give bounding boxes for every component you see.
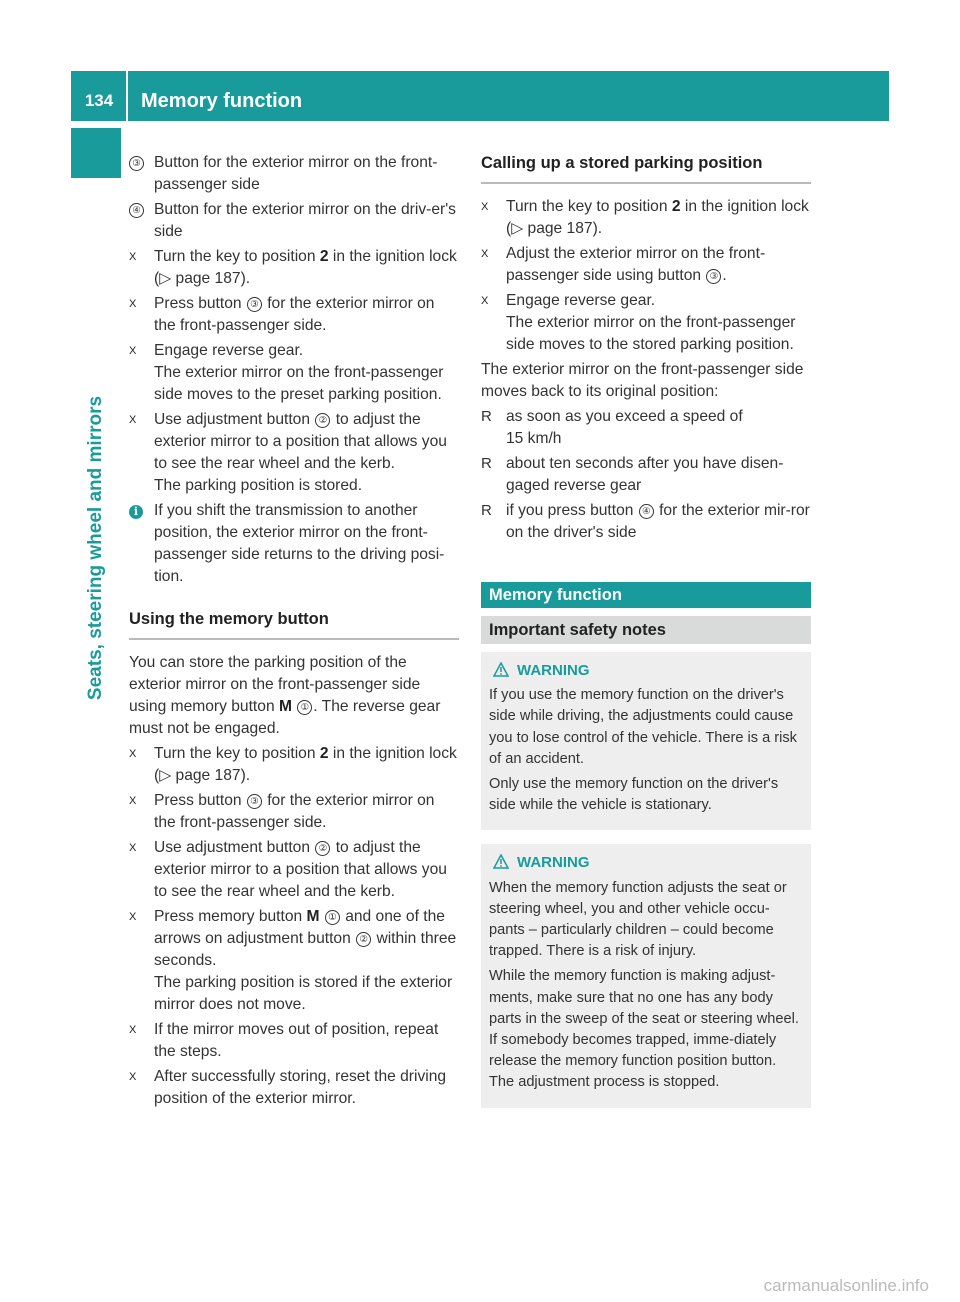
subsection-title-bar: Important safety notes: [481, 616, 811, 644]
callout-4-icon: ④: [129, 203, 144, 218]
step-arrow-icon: X: [129, 911, 137, 923]
legend-item-4: ④ Button for the exterior mirror on the driv-er's side: [129, 199, 459, 243]
bullet-item: R if you press button ④ for the exterior mir-ror on the driver's side: [481, 502, 810, 541]
warning-box: WARNING If you use the memory function on the driver's side while driving, the adjustments could cause you to lose control of the vehicle. There is a risk of an accident. Only use the memory function on the driver's side while the vehicle is stationary.: [481, 652, 811, 830]
warning-box: WARNING When the memory function adjusts the seat or steering wheel, you and other vehicle occu-pants – particularly children – could become trapped. There is a risk of injury. While the memory function is making adjust-ments, make sure that no one has any body parts in the sweep of the seat or steering wheel. If somebody becomes trapped, imme-diately release the memory function position button. The adjustment process is stopped.: [481, 844, 811, 1107]
step-arrow-icon: X: [129, 251, 137, 263]
step-arrow-icon: X: [129, 414, 137, 426]
info-note: i If you shift the transmission to another position, the exterior mirror on the front-passenger side returns to the driving posi-tion.: [129, 500, 459, 588]
page-ref-icon: ▷: [511, 220, 524, 237]
step-item: X If the mirror moves out of position, repeat the steps.: [129, 1021, 439, 1060]
section-title-bar: Memory function: [481, 582, 811, 608]
step-arrow-icon: X: [129, 842, 137, 854]
sidebar-tab-marker: [71, 128, 121, 178]
step-item: X Turn the key to position 2 in the ignition lock (▷ page 187).: [129, 248, 457, 287]
step-arrow-icon: X: [481, 295, 489, 307]
step-item: X Engage reverse gear. The exterior mirror on the front-passenger side moves to the stored parking position.: [481, 292, 796, 353]
step-arrow-icon: X: [129, 795, 137, 807]
page-ref-link[interactable]: page 187).: [171, 270, 251, 287]
step-item: X Press memory button M ① and one of the arrows on adjustment button ② within three seconds. The parking position is stored if the exterior mirror does not move.: [129, 908, 457, 1013]
warning-triangle-icon: [493, 662, 509, 677]
step-item: X Use adjustment button ② to adjust the exterior mirror to a position that allows you to see the rear wheel and the kerb. The parking position is stored.: [129, 411, 447, 494]
callout-2-icon: ②: [315, 841, 330, 856]
page-ref-link[interactable]: page 187).: [523, 220, 603, 237]
step-item: X Engage reverse gear. The exterior mirror on the front-passenger side moves to the preset parking position.: [129, 342, 444, 403]
left-column: [129, 152, 459, 1113]
legend-item-3: ③ Button for the exterior mirror on the front-passenger side: [129, 152, 459, 196]
step-item: X Turn the key to position 2 in the ignition lock (▷ page 187).: [481, 198, 809, 237]
callout-2-icon: ②: [356, 932, 371, 947]
watermark-text: carmanualsonline.info: [763, 1276, 929, 1295]
step-arrow-icon: X: [129, 1071, 137, 1083]
callout-3-icon: ③: [247, 297, 262, 312]
warning-triangle-icon: [493, 854, 509, 869]
callout-1-icon: ①: [297, 700, 312, 715]
step-item: X Press button ③ for the exterior mirror on the front-passenger side.: [129, 792, 435, 831]
page-title: Memory function: [141, 90, 303, 112]
warning-title: WARNING: [489, 660, 803, 681]
bullet-item: R as soon as you exceed a speed of 15 km/h: [481, 408, 743, 447]
step-arrow-icon: X: [481, 248, 489, 260]
bullet-icon: R: [481, 502, 492, 519]
step-arrow-icon: X: [129, 748, 137, 760]
page-number: 134: [84, 91, 114, 110]
step-arrow-icon: X: [129, 1024, 137, 1036]
body-paragraph: The exterior mirror on the front-passenger side moves back to its original position:: [481, 361, 804, 400]
callout-2-icon: ②: [315, 413, 330, 428]
step-arrow-icon: X: [129, 298, 137, 310]
page-ref-icon: ▷: [159, 767, 172, 784]
bullet-item: R about ten seconds after you have disen-gaged reverse gear: [481, 455, 784, 494]
info-icon: i: [129, 505, 143, 519]
page-ref-link[interactable]: page 187).: [171, 767, 251, 784]
callout-3-icon: ③: [247, 794, 262, 809]
section-heading: Using the memory button: [129, 608, 459, 640]
page-ref-icon: ▷: [159, 270, 172, 287]
bullet-icon: R: [481, 455, 492, 472]
callout-3-icon: ③: [129, 156, 144, 171]
step-item: X Use adjustment button ② to adjust the exterior mirror to a position that allows you to see the rear wheel and the kerb.: [129, 839, 447, 900]
intro-paragraph: You can store the parking position of the exterior mirror on the front-passenger side using memory button M ① . The reverse gear must not be engaged.: [129, 654, 441, 737]
header-divider: [126, 71, 128, 121]
step-item: X After successfully storing, reset the driving position of the exterior mirror.: [129, 1068, 447, 1107]
step-item: X Press button ③ for the exterior mirror on the front-passenger side.: [129, 295, 435, 334]
step-item: X Adjust the exterior mirror on the front-passenger side using button ③ .: [481, 245, 766, 284]
callout-1-icon: ①: [325, 910, 340, 925]
warning-title: WARNING: [489, 852, 803, 873]
step-arrow-icon: X: [481, 201, 489, 213]
callout-3-icon: ③: [706, 269, 721, 284]
right-column: [481, 152, 811, 1108]
bullet-icon: R: [481, 408, 492, 425]
callout-4-icon: ④: [639, 504, 654, 519]
step-item: X Turn the key to position 2 in the ignition lock (▷ page 187).: [129, 745, 457, 784]
step-arrow-icon: X: [129, 345, 137, 357]
chapter-label: Seats, steering wheel and mirrors: [85, 395, 106, 701]
section-heading: Calling up a stored parking position: [481, 152, 811, 184]
